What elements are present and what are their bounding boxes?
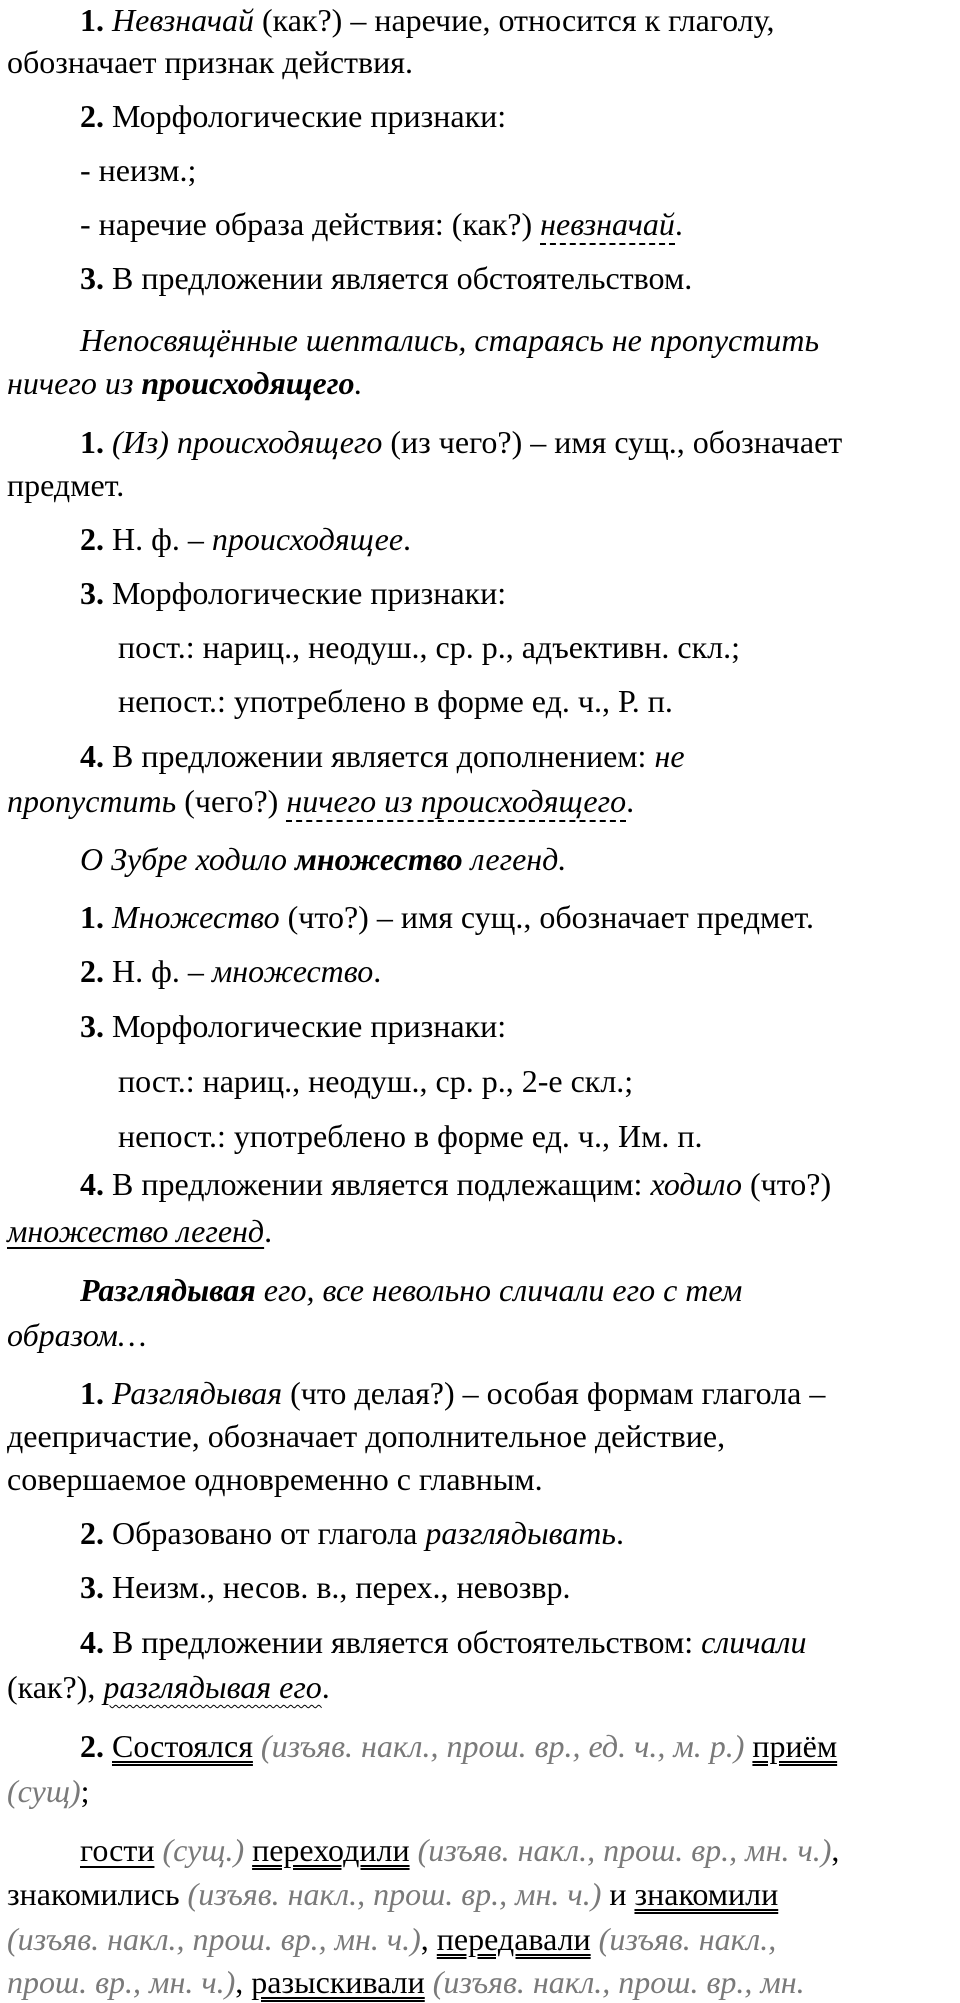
text-line: 2. Образовано от глагола разглядывать. — [80, 1515, 624, 1551]
text-line: предмет. — [7, 467, 125, 503]
example-sentence: образом… — [7, 1317, 147, 1353]
text-line: обозначает признак действия. — [7, 44, 413, 80]
text-line: пост.: нариц., неодуш., ср. р., адъективн. скл.; — [118, 629, 741, 665]
text-line: 3. Неизм., несов. в., перех., невозвр. — [80, 1569, 571, 1605]
text-line: (сущ); — [7, 1773, 90, 1809]
text-line: 1. Невзначай (как?) – наречие, относится к глаголу, — [80, 2, 775, 38]
text-line: множество легенд. — [7, 1213, 273, 1249]
text-line: 4. В предложении является обстоятельством: сличали — [80, 1624, 807, 1660]
example-sentence: О Зубре ходило множество легенд. — [80, 841, 567, 877]
text-line: 4. В предложении является дополнением: не — [80, 738, 685, 774]
text-line: (как?), разглядывая его. — [7, 1669, 330, 1705]
text-line: 3. В предложении является обстоятельством. — [80, 260, 693, 296]
text-line: 2. Н. ф. – множество. — [80, 953, 382, 989]
example-sentence: Разглядывая его, все невольно сличали его с тем — [80, 1272, 743, 1308]
text-line: 1. Множество (что?) – имя сущ., обозначает предмет. — [80, 899, 814, 935]
text-line: 2. Состоялся (изъяв. накл., прош. вр., ед. ч., м. р.) приём — [80, 1728, 838, 1764]
text-line: (изъяв. накл., прош. вр., мн. ч.), передавали (изъяв. накл., — [7, 1921, 777, 1957]
text-line: 1. Разглядывая (что делая?) – особая формам глагола – — [80, 1375, 826, 1411]
text-line: - наречие образа действия: (как?) невзначай. — [80, 204, 683, 244]
example-sentence: Непосвящённые шептались, стараясь не пропустить — [80, 322, 820, 358]
text-line: непост.: употреблено в форме ед. ч., Р. п. — [118, 683, 673, 719]
example-sentence: ничего из происходящего. — [7, 365, 363, 401]
text-line: деепричастие, обозначает дополнительное действие, — [7, 1418, 726, 1454]
text-line: прош. вр., мн. ч.), разыскивали (изъяв. накл., прош. вр., мн. — [7, 1964, 805, 2000]
text-line: пост.: нариц., неодуш., ср. р., 2-е скл.; — [118, 1063, 634, 1099]
text-line: совершаемое одновременно с главным. — [7, 1461, 543, 1497]
text-line: непост.: употреблено в форме ед. ч., Им. п. — [118, 1118, 703, 1154]
text-line: знакомились (изъяв. накл., прош. вр., мн. ч.) и знакомили — [7, 1876, 779, 1912]
text-line: 3. Морфологические признаки: — [80, 1008, 507, 1044]
text-line: - неизм.; — [80, 152, 197, 188]
text-line: 2. Морфологические признаки: — [80, 98, 507, 134]
text-line: 2. Н. ф. – происходящее. — [80, 521, 412, 557]
text-line: 4. В предложении является подлежащим: ходило (что?) — [80, 1166, 832, 1202]
text-line: 3. Морфологические признаки: — [80, 575, 507, 611]
text-line: пропустить (чего?) ничего из происходящего. — [7, 781, 634, 821]
text-line: гости (сущ.) переходили (изъяв. накл., прош. вр., мн. ч.), — [80, 1832, 840, 1868]
text-line: 1. (Из) происходящего (из чего?) – имя сущ., обозначает — [80, 424, 843, 460]
